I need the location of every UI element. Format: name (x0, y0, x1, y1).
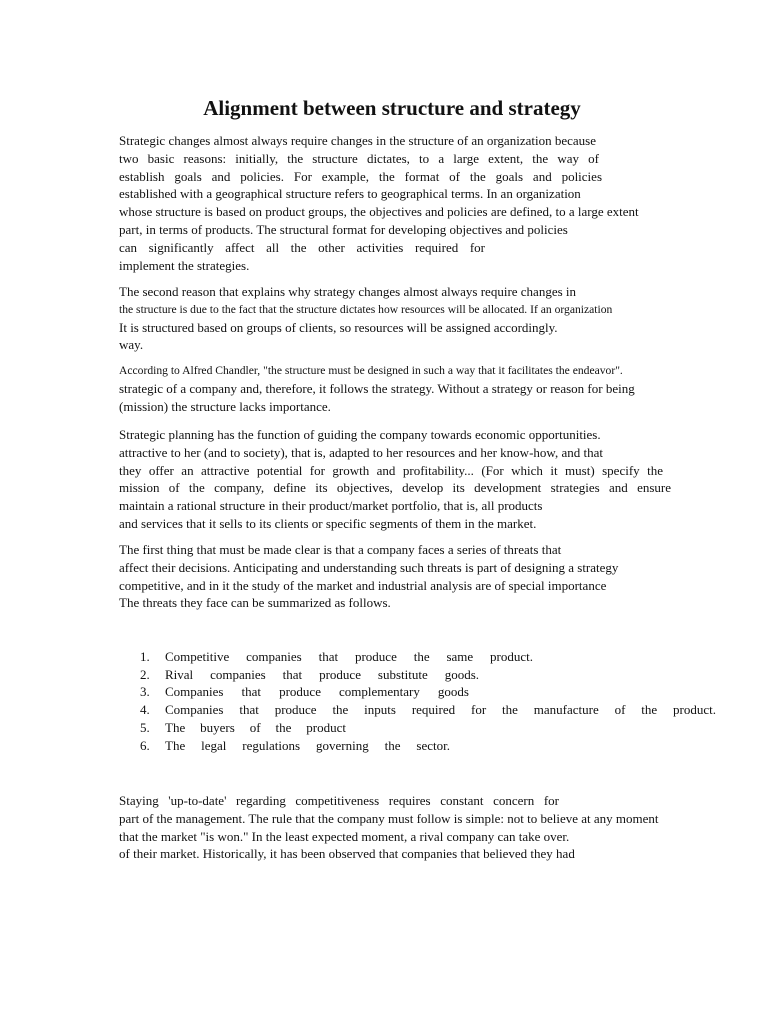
list-number: 2. (140, 666, 150, 682)
list-item (140, 701, 716, 719)
list-number: 1. (140, 649, 150, 664)
text-line: (mission) the structure lacks importance. (119, 398, 331, 414)
text-line: establish goals and policies. For example, the format of the goals and policies (119, 168, 602, 184)
list-number: 5. (140, 719, 150, 735)
text-line: attractive to her (and to society), that is, adapted to her resources and her know-how, and that (119, 444, 603, 460)
document-title: Alignment between structure and strategy (203, 96, 581, 120)
text-line: The threats they face can be summarized as follows. (119, 595, 391, 611)
paragraph-threats-intro (119, 541, 675, 612)
list-item-text: Companies that produce the inputs required for the manufacture of the product. (165, 702, 716, 718)
list-item-text: The legal regulations governing the sector. (165, 737, 450, 753)
text-line: strategic of a company and, therefore, it follows the strategy. Without a strategy or reason for being (119, 380, 635, 396)
list-item (140, 648, 716, 666)
text-line: they offer an attractive potential for growth and profitability... (For which it must) specify the (119, 462, 663, 478)
list-number: 3. (140, 684, 150, 700)
list-number: 4. (140, 702, 150, 718)
text-line: part of the management. The rule that the company must follow is simple: not to believe at any moment (119, 810, 659, 826)
text-line: maintain a rational structure in their product/market portfolio, that is, all products (119, 498, 543, 514)
text-line: mission of the company, define its objectives, develop its development strategies and ensure (119, 480, 671, 496)
paragraph-structure-changes (119, 132, 675, 274)
text-line: According to Alfred Chandler, "the structure must be designed in such a way that it facilitates the endeavor". (119, 364, 623, 377)
list-item (140, 683, 716, 701)
text-line: affect their decisions. Anticipating and understanding such threats is part of designing a strategy (119, 559, 619, 575)
text-line: way. (119, 337, 144, 353)
text-line: The second reason that explains why strategy changes almost always require changes in (119, 284, 577, 299)
text-line: competitive, and in it the study of the market and industrial analysis are of special importance (119, 577, 607, 593)
text-line: implement the strategies. (119, 257, 250, 273)
text-line: The first thing that must be made clear is that a company faces a series of threats that (119, 542, 562, 557)
paragraph-strategic-planning (119, 426, 675, 533)
text-line: two basic reasons: initially, the structure dictates, to a large extent, the way of (119, 150, 599, 166)
list-item (140, 719, 716, 737)
paragraph-up-to-date (119, 792, 689, 863)
text-line: the structure is due to the fact that the structure dictates how resources will be allocated. If an organization (119, 302, 613, 316)
text-line: It is structured based on groups of clients, so resources will be assigned accordingly. (119, 319, 558, 335)
threats-list (140, 648, 716, 754)
text-line: part, in terms of products. The structural format for developing objectives and policies (119, 221, 568, 237)
text-line: Strategic changes almost always require changes in the structure of an organization because (119, 133, 596, 148)
text-line: established with a geographical structure refers to geographical terms. In an organization (119, 186, 581, 202)
text-line: and services that it sells to its clients or specific segments of them in the market. (119, 515, 537, 531)
list-item-text: Companies that produce complementary goods (165, 684, 469, 700)
paragraph-second-reason (119, 283, 675, 354)
list-item-text: Rival companies that produce substitute goods. (165, 666, 479, 682)
text-line: Staying 'up-to-date' regarding competitiveness requires constant concern for (119, 793, 559, 808)
text-line: that the market "is won." In the least expected moment, a rival company can take over. (119, 828, 570, 844)
list-item-text: The buyers of the product (165, 719, 346, 735)
text-line: whose structure is based on product groups, the objectives and policies are defined, to a large extent (119, 204, 639, 220)
text-line: Strategic planning has the function of guiding the company towards economic opportunities. (119, 427, 601, 442)
list-item (140, 666, 716, 684)
list-item-text: Competitive companies that produce the same product. (165, 649, 533, 664)
text-line: of their market. Historically, it has been observed that companies that believed they had (119, 846, 575, 862)
paragraph-chandler-quote (119, 362, 679, 415)
list-item (140, 737, 716, 755)
list-number: 6. (140, 737, 150, 753)
text-line: can significantly affect all the other activities required for (119, 239, 485, 255)
